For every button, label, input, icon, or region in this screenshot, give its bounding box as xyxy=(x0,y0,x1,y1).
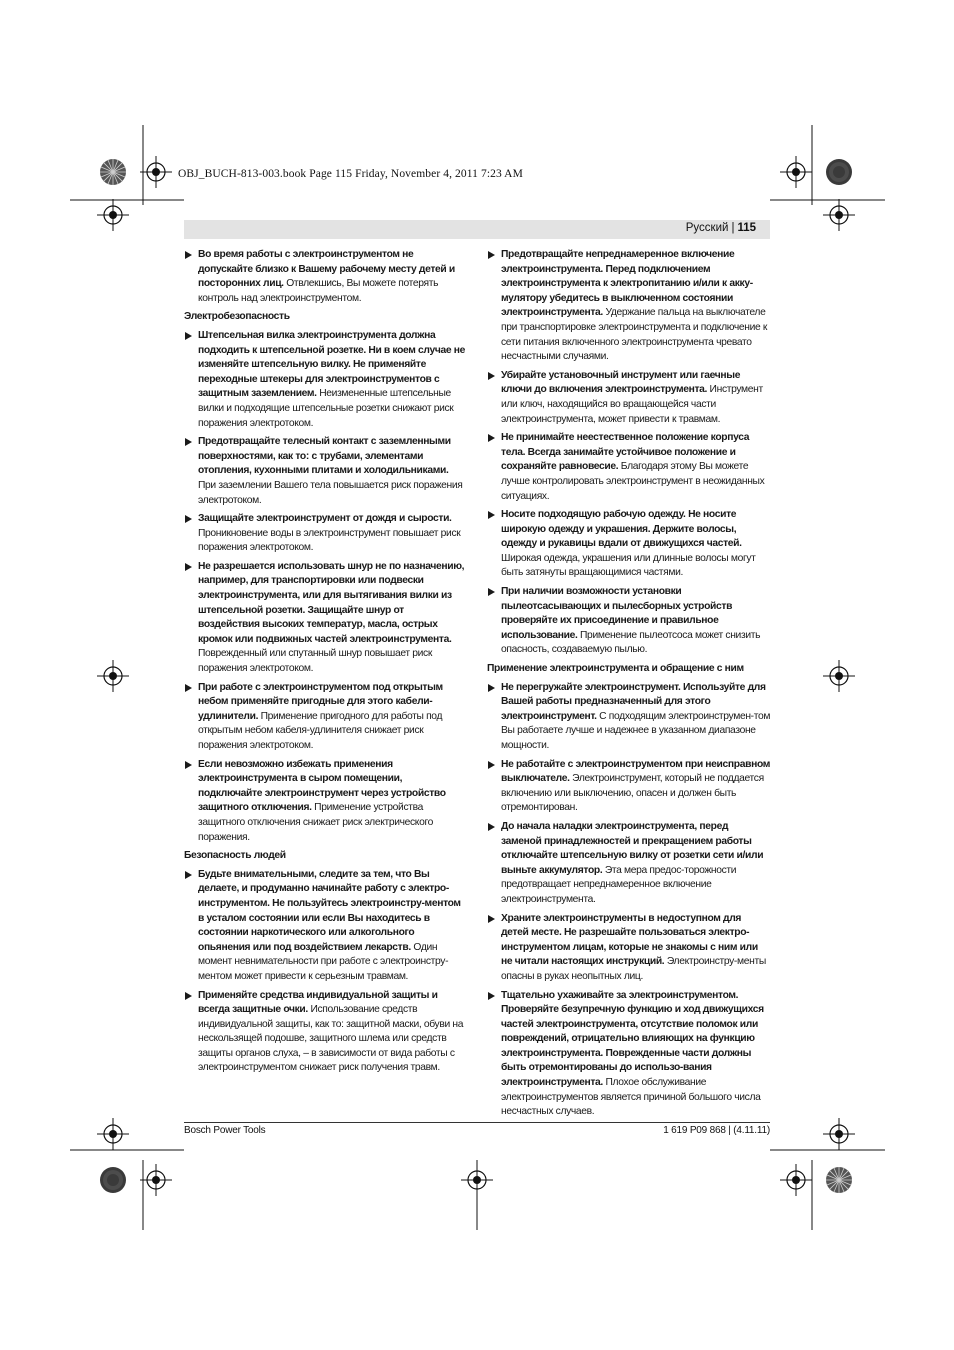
header-text xyxy=(686,222,756,234)
safety-item xyxy=(487,248,771,365)
item-explanation: Отвлекшись, Вы можете потерять контроль над электроинструментом. xyxy=(198,278,439,304)
safety-item xyxy=(487,681,771,754)
footer-brand: Bosch Power Tools xyxy=(184,1125,266,1136)
safety-item xyxy=(184,248,468,306)
safety-item xyxy=(487,508,771,581)
item-instruction: Не перегружайте электроинструмент. Используйте для Вашей работы предназначенный для этого электроинструмент. xyxy=(501,681,766,722)
safety-item xyxy=(184,681,468,754)
bullet-triangle-icon xyxy=(488,823,495,831)
item-instruction: При работе с электроинструментом под открытым небом применяйте пригодные для этого кабели-удлинители. xyxy=(198,681,443,722)
page-header xyxy=(184,220,770,239)
safety-item xyxy=(184,868,468,985)
item-explanation: Благодаря этому Вы можете лучше контролировать электроинструмент в неожиданных ситуациях. xyxy=(501,461,765,502)
item-explanation: При заземлении Вашего тела повышается риск поражения электротоком. xyxy=(198,479,463,506)
section-heading: Безопасность людей xyxy=(184,850,286,862)
item-explanation: Электроинстру-менты опасны в руках неопытных лиц. xyxy=(501,956,766,982)
item-instruction: Тщательно ухаживайте за электроинструментом. Проверяйте безупречную функцию и ход движущихся частей электроинструмента, отсутствие поломок или повреждений, отрицательно влияющих на функцию электроинструмента. Поврежденные части должны быть отремонтированы до использо-вания электроинструмента. xyxy=(501,989,764,1089)
item-instruction: Применяйте средства индивидуальной защиты и всегда защитные очки. xyxy=(198,989,438,1016)
section-heading: Применение электроинструмента и обращение с ним xyxy=(487,663,744,675)
item-instruction: При наличии возможности установки пылеотсасывающих и пылесборных устройств проверяйте их присоединение и правильное использование. xyxy=(501,586,733,641)
safety-item xyxy=(184,512,468,556)
item-instruction: Не разрешается использовать шнур не по назначению, например, для транспортировки или подвески электроинструмента, или для вытягивания вилки из штепсельной розетки. Защищайте шнур от воздействия высоких температур, масла, острых кромок или подвижных частей электроинструмента. xyxy=(198,560,465,645)
item-explanation: Применение пригодного для работы под открытым небом кабеля-удлинителя снижает риск поражения электротоком. xyxy=(198,710,443,751)
item-explanation: Поврежденный или спутанный шнур повышает риск поражения электротоком. xyxy=(198,648,432,675)
item-explanation: Электроинструмент, который не поддается включению или выключению, опасен и должен быть отремонтирован. xyxy=(501,773,764,814)
safety-item xyxy=(487,758,771,816)
safety-item xyxy=(487,585,771,658)
safety-item xyxy=(184,989,468,1077)
item-explanation: Неизмененные штепсельные вилки и подходящие штепсельные розетки снижают риск поражения электротоком. xyxy=(198,388,454,429)
bullet-triangle-icon xyxy=(185,761,192,769)
item-explanation: Инструмент или ключ, находящийся во вращающейся части электроинструмента, может привести к травмам. xyxy=(501,384,763,425)
item-instruction: Предотвращайте телесный контакт с заземленными поверхностями, как то: с трубами, элементами отопления, кухонными плитами и холодильниками. xyxy=(198,436,451,477)
bullet-triangle-icon xyxy=(185,684,192,692)
right-column xyxy=(487,248,771,1124)
safety-item xyxy=(487,912,771,985)
bullet-triangle-icon xyxy=(185,251,192,259)
bullet-triangle-icon xyxy=(488,915,495,923)
bullet-triangle-icon xyxy=(488,684,495,692)
item-instruction: Защищайте электроинструмент от дождя и сырости. xyxy=(198,513,452,525)
header-language: Русский xyxy=(685,222,729,234)
item-instruction: Не работайте с электроинструментом при неисправном выключателе. xyxy=(501,758,771,785)
bullet-triangle-icon xyxy=(185,438,192,446)
item-explanation: Широкая одежда, украшения или длинные волосы могут быть затянуты вращающимися частями. xyxy=(501,552,756,579)
item-explanation: С подходящим электроинструмен-том Вы работаете лучше и надежнее в указанном диапазоне мощности. xyxy=(501,710,771,751)
item-explanation: Эта мера предос-торожности предотвращает непреднамеренное включение электроинструмента. xyxy=(501,864,737,905)
bullet-triangle-icon xyxy=(185,332,192,340)
bullet-triangle-icon xyxy=(185,992,192,1000)
bullet-triangle-icon xyxy=(488,761,495,769)
item-instruction: Если невозможно избежать применения электроинструмента в сыром помещении, подключайте электроинструмент через устройство защитного отключения. xyxy=(198,758,446,814)
header-separator: | xyxy=(731,222,735,234)
bullet-triangle-icon xyxy=(185,871,192,879)
footer-doc-code: 1 619 P09 868 | (4.11.11) xyxy=(663,1125,770,1136)
item-instruction: Во время работы с электроинструментом не допускайте близко к Вашему рабочему месту детей и посторонних лиц. xyxy=(198,249,455,290)
item-instruction: Предотвращайте непреднамеренное включение электроинструмента. Перед подключением электроинструмента к электропитанию и/или к акку-мулятору убедитесь в выключенном состоянии электроинструмента. xyxy=(501,249,753,319)
item-explanation: Применение устройства защитного отключения снижает риск электрического поражения. xyxy=(198,802,434,843)
bullet-triangle-icon xyxy=(488,372,495,380)
safety-item xyxy=(184,758,468,846)
item-explanation: Плохое обслуживание электроинструментов является причиной большого числа несчастных случаев. xyxy=(501,1077,761,1118)
safety-item xyxy=(487,369,771,427)
bullet-triangle-icon xyxy=(488,511,495,519)
item-instruction: До начала наладки электроинструмента, перед заменой принадлежностей и прекращением работы отключайте штепсельную вилку от розетки сети и/или выньте аккумулятор. xyxy=(501,820,764,876)
item-instruction: Будьте внимательными, следите за тем, что Вы делаете, и продуманно начинайте работу с электро-инструментом. Не пользуйтесь электроинстру-ментом в усталом состоянии или если Вы находитесь в состоянии наркотического или алкогольного опьянения или под воздействием лекарств. xyxy=(198,868,461,953)
safety-item xyxy=(487,989,771,1120)
footer-rule xyxy=(184,1122,770,1123)
safety-item xyxy=(487,820,771,908)
safety-item xyxy=(184,560,468,677)
bullet-triangle-icon xyxy=(488,588,495,596)
bullet-triangle-icon xyxy=(488,251,495,259)
item-explanation: Использование средств индивидуальной защиты, как то: защитной маски, обуви на нескользящей подошве, защитного шлема или средств защиты органов слуха, – в зависимости от вида работы с электроинструментом снижает риск получения травм. xyxy=(198,1004,464,1074)
section-heading: Электробезопасность xyxy=(184,311,290,323)
page-number: 115 xyxy=(737,222,756,234)
item-instruction: Убирайте установочный инструмент или гаечные ключи до включения электроинструмента. xyxy=(501,369,741,396)
bullet-triangle-icon xyxy=(488,992,495,1000)
safety-item xyxy=(184,329,468,431)
item-explanation: Один момент невнимательности при работе с электроинстру-ментом может привести к серьезным травмам. xyxy=(198,941,449,982)
safety-item xyxy=(184,435,468,508)
item-explanation: Применение пылеотсоса может снизить опасность, создаваемую пылью. xyxy=(501,629,761,656)
item-instruction: Носите подходящую рабочую одежду. Не носите широкую одежду и украшения. Держите волосы, одежду и рукавицы вдали от движущихся частей. xyxy=(501,509,742,550)
item-explanation: Проникновение воды в электроинструмент повышает риск поражения электротоком. xyxy=(198,527,461,554)
bullet-triangle-icon xyxy=(488,434,495,442)
item-explanation: Удержание пальца на выключателе при транспортировке электроинструмента и подключение к сети питания включенного электроинструмента чревато несчастными случаями. xyxy=(501,307,768,363)
print-slug: OBJ_BUCH-813-003.book Page 115 Friday, November 4, 2011 7:23 AM xyxy=(178,168,523,180)
safety-item xyxy=(487,431,771,504)
item-instruction: Храните электроинструменты в недоступном для детей месте. Не разрешайте пользоваться электро-инструментом лицам, которые не знакомы с ним или не читали настоящих инструкций. xyxy=(501,912,758,968)
left-column xyxy=(184,248,468,1080)
item-instruction: Не принимайте неестественное положение корпуса тела. Всегда занимайте устойчивое положение и сохраняйте равновесие. xyxy=(501,432,750,473)
item-instruction: Штепсельная вилка электроинструмента должна подходить к штепсельной розетке. Ни в коем случае не изменяйте штепсельную вилку. Не применяйте переходные штекеры для электроинструментов с защитным заземлением. xyxy=(198,329,465,400)
bullet-triangle-icon xyxy=(185,515,192,523)
bullet-triangle-icon xyxy=(185,563,192,571)
